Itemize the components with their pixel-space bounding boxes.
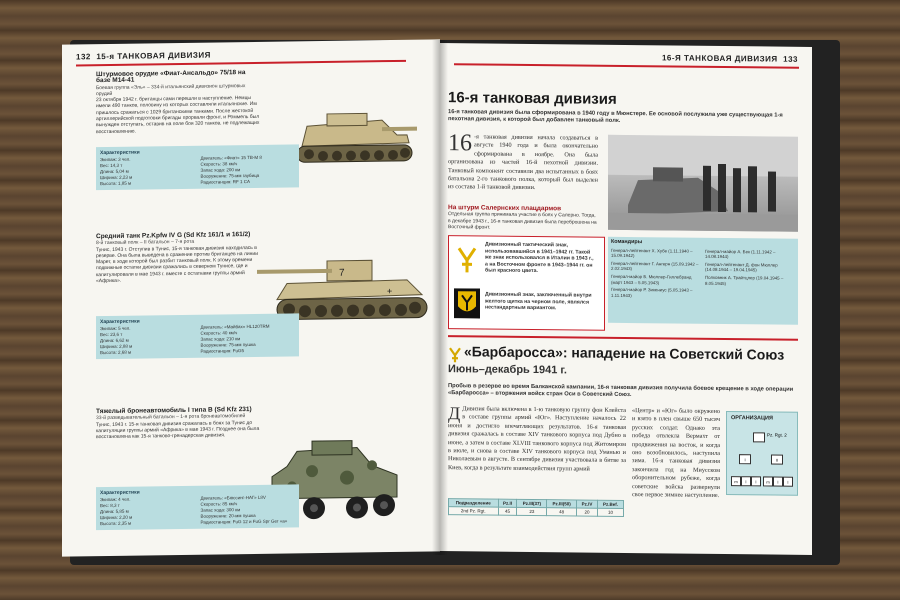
table-header: Pz.II — [498, 499, 517, 507]
section-column-1 — [448, 405, 626, 474]
svg-text:7: 7 — [339, 267, 345, 279]
spec-item: Радиостанция: RF 1 CA — [200, 179, 251, 185]
section-column-2: «Центр» и «Юг» было окружено и взято в плен свыше 650 тысяч русских солдат. Однако эта победа отвлекла Вермахт от продвижения на восток, и когда оно возобновилось, наступила зима. 16-я танковая дивизия закончила год на Миусском оборонительном рубеже, когда советские войска развернули свое первое зимнее наступление. — [632, 407, 720, 500]
org-battalion-2 — [771, 455, 783, 465]
vehicle-2-title: Средний танк Pz.Kpfw IV G (Sd Kfz 161/1 и 161/2) — [96, 231, 251, 241]
vehicle-3-text: Тунис, 1943 г. 15-я танковая дивизия сражалась в боях за Тунис до капитуляции группы армий «Африка» в мае 1943 г. Позднее она была восстановлена как 15-я танково-гренадерская дивизия. — [96, 419, 260, 441]
commander-entry: Генерал-лейтенант Х. Хубе (1.11.1940 – 15.09.1942) — [611, 247, 693, 259]
org-company-letter: l — [777, 479, 779, 485]
right-page — [440, 43, 812, 555]
subsection-heading: На штурм Салернских плацдармов — [448, 204, 562, 213]
spec-item: Длина: 6,62 м — [100, 337, 129, 344]
section-rule — [448, 335, 798, 341]
table-cell: 45 — [498, 507, 517, 515]
spec-item: Скорость: 85 км/ч — [200, 501, 238, 507]
table-cell: 20 — [577, 508, 598, 516]
left-page — [62, 39, 440, 556]
spec-item: Ширина: 2,88 м — [100, 343, 133, 350]
vehicle-3-specs — [96, 484, 299, 530]
spec-item: Ширина: 2,20 м — [100, 514, 133, 521]
tactical-sign-y-icon — [455, 244, 479, 274]
commander-entry: Генерал-лейтенант Г. Ангерн (15.09.1942 – 2.02.1943) — [611, 260, 699, 272]
book-spine-shadow — [432, 40, 448, 555]
org-company — [731, 476, 741, 486]
shield-emblem-icon — [454, 288, 480, 318]
spec-item: Экипаж: 3 чел. — [100, 156, 131, 163]
spec-item: Ширина: 2,23 м — [100, 174, 133, 181]
section-drop-cap: Д — [448, 403, 461, 424]
body-column-left — [448, 130, 598, 193]
spec-item: Экипаж: 5 чел. — [100, 325, 131, 332]
org-company — [773, 477, 783, 487]
table-header: Pz.III(37) — [517, 499, 547, 507]
vehicle-3-subtitle: 33-й разведывательный батальон – 1-я рота бронеавтомобилей — [96, 413, 246, 422]
drop-cap: 16 — [448, 130, 472, 157]
org-company-letter: m — [766, 479, 770, 485]
org-company — [741, 476, 751, 486]
table-header: Pz.Bef. — [597, 500, 623, 508]
right-running-head — [662, 53, 798, 63]
table-header: Pz.IV — [577, 500, 598, 508]
spec-item: Вооружение: 75-мм гаубица — [200, 172, 260, 179]
tank-strength-table — [448, 498, 624, 517]
spec-item: Радиостанция: FuG 12 и FuG Spr Ger «a» — [200, 518, 288, 525]
org-company-letter: m — [734, 479, 738, 485]
commander-entry: Генерал-лейтенант Д. фон Мюллер (14.08.1944 – 19.04.1945) — [705, 261, 778, 273]
spec-item: Двигатель: «Бюссинг-НАГ» L8V — [200, 494, 266, 501]
right-page-number: 133 — [783, 54, 798, 64]
vehicle-2-subtitle: 8-й танковый полк – II батальон – 7-я рота — [96, 239, 195, 247]
spec-item: Вес: 23,6 т — [100, 331, 123, 338]
spec-item: Скорость: 40 км/ч — [200, 330, 238, 336]
table-cell: 10 — [597, 508, 623, 516]
vehicle-2-specs — [96, 313, 299, 359]
vehicle-3-title: Тяжелый бронеавтомобиль I типа B (Sd Kfz 231) — [96, 405, 252, 416]
emblem-box — [448, 235, 605, 331]
spec-item: Высота: 1,85 м — [100, 180, 132, 187]
section-column-1-text: Дивизия была включена в 1-ю танковую группу фон Клейста в составе группы армий «Юг». Наступление началось 22 июня и достигло впечатляющих результатов. 16-я танковая дивизия сражалась в составе XIV танкового корпуса под Дубно в июне, а затем в составе XLVIII танкового корпуса под Житомиром в июле, и снова в составе XIV танкового корпуса под Уманью и Николаевым в августе. В сентябре дивизия участвовала в битве за Киев, когда в результате взаимодействия групп армий — [448, 405, 626, 473]
vehicle-1-specs-title: Характеристики — [100, 149, 140, 157]
org-company — [751, 476, 761, 486]
organization-diagram — [726, 411, 798, 496]
spec-item: Двигатель: «Майбах» HL120TRM — [200, 323, 270, 330]
vehicle-3-specs-title: Характеристики — [100, 489, 140, 497]
spec-item: Радиостанция: FuG5 — [200, 348, 245, 354]
left-page-number: 132 — [76, 52, 91, 62]
spec-item: Вес: 14,3 т — [100, 162, 123, 169]
tank-crew-photo — [608, 135, 798, 232]
table-cell: 48 — [547, 508, 577, 516]
vehicle-1-title: Штурмовое орудие «Фиат-Ансальдо» 75/18 на базе М14-41 — [96, 69, 246, 85]
table-row — [449, 507, 624, 517]
vehicle-1-subtitle: Боевая группа «Эль» – 334-й итальянский дивизион штурмовых орудий — [96, 82, 246, 98]
org-company-letter: l — [745, 479, 747, 485]
intro-paragraph: 16-я танковая дивизия была сформирована в 1940 году в Мюнстере. Ее основой послужила уже существующая 1-я пехотная дивизия, к которой был добавлен танковый полк. — [448, 109, 783, 125]
spec-item: Запас хода: 200 км — [200, 167, 241, 173]
commander-entry: Полковник А. Трайтцлер (19.04.1945 – 8.05.1945) — [705, 274, 784, 286]
commanders-title: Командиры — [611, 238, 643, 246]
assault-gun-illustration — [287, 95, 427, 172]
spec-item: Длина: 5,85 м — [100, 508, 129, 515]
vehicle-3-caption — [96, 407, 266, 441]
table-header: Подразделение — [449, 499, 499, 508]
vehicle-2-text: Тунис, 1943 г. Отступив в Тунис, 15-я танковая дивизия находилась в резерве. Она была выведена в сражение против британцев на линии Марет, в ходе которой был разбит танковый полк. К этому времени подвижные остатки дивизии сражались в северном Тунисе, где и капитулировали в мае 1943 г. вместе с остатками группы армий «Африка». — [96, 244, 259, 285]
section-intro: Пробыв в резерве во время Балканской кампании, 16-я танковая дивизия получила боевое крещение в ходе операции «Барбаросса» – вторжения войск стран Оси в Советский Союз. — [448, 383, 794, 399]
spec-item: Двигатель: «Фиат» 15 TB-M 8 — [200, 154, 262, 161]
spec-item: Вооружение: 75-мм пушка — [200, 341, 256, 348]
spec-item: Высота: 2,35 м — [100, 520, 132, 527]
org-company-letter: l — [787, 479, 789, 485]
spec-item: Длина: 5,04 м — [100, 168, 129, 175]
org-regiment-symbol — [753, 432, 765, 442]
commanders-box — [608, 237, 798, 325]
spec-item: Запас хода: 300 км — [200, 507, 241, 513]
org-battalion-1-label: I — [744, 457, 746, 463]
org-company-letter: l — [755, 479, 757, 485]
photo-content — [608, 135, 798, 232]
page-heading: 16-я танковая дивизия — [448, 89, 617, 108]
right-running-head-title: 16-Я ТАНКОВАЯ ДИВИЗИЯ — [661, 53, 778, 64]
left-running-head-title: 15-я ТАНКОВАЯ ДИВИЗИЯ — [96, 50, 211, 62]
org-company — [783, 477, 793, 487]
svg-text:+: + — [387, 286, 393, 297]
table-header: Pz.III(50) — [547, 500, 577, 508]
vehicle-2-specs-title: Характеристики — [100, 318, 140, 326]
left-running-head — [76, 51, 211, 62]
commander-entry: Генерал-майор Б. Мюллер-Гиллебранд (март 1943 – 5.05.1943) — [611, 273, 692, 285]
subsection-text: Отдельная группа принимала участие в боях у Салерно. Тогда, в декабре 1943 г., 16-я танковая дивизия была переброшена на Восточный фронт. — [448, 211, 597, 231]
org-company — [763, 476, 773, 486]
subsection — [448, 205, 598, 232]
spec-item: Экипаж: 4 чел. — [100, 496, 131, 503]
left-header-rule — [76, 60, 406, 67]
vehicle-2-caption — [96, 232, 261, 285]
vehicle-1-text: 23 октября 1942 г. британцы сами перешли в наступление. Немцы имели 490 танков, половину из которых составляли итальянские. Им пришлось сражаться с 1029 британскими танками. После жестокой артиллерийской подготовки бригады прорвали фронт, и Роммель был вынужден отступать, оставив на поле боя 320 танков, не подлежащих восстановлению. — [96, 95, 260, 135]
spec-item: Скорость: 38 км/ч — [200, 161, 238, 167]
spec-item: Высота: 2,68 м — [100, 349, 132, 356]
section-date: Июнь–декабрь 1941 г. — [448, 363, 567, 377]
emblem-1-text: Дивизионный тактический знак, использовавшийся в 1941–1942 гг. Такой же знак использовался в Италии в 1943 г., а на Восточном фронте в 1943–1944 гг. он был красного цвета. — [485, 241, 594, 275]
org-battalion-1 — [739, 454, 751, 464]
emblem-2-text: Дивизионный знак, заключенный внутри желтого щитка на черном поле, являлся нестандартным вариантом. — [485, 291, 592, 312]
vehicle-1-specs — [96, 144, 299, 190]
spec-item: Вес: 8,3 т — [100, 502, 120, 509]
section-title: «Барбаросса»: нападение на Советский Союз — [464, 343, 785, 363]
spec-item: Вооружение: 20-мм пушка — [200, 512, 256, 519]
section-y-sign-icon — [448, 346, 462, 364]
spec-item: Запас хода: 210 км — [200, 336, 241, 342]
commander-entry: Генерал-майор А. Бек (1.11.1942 – 14.08.1944) — [705, 248, 776, 260]
body-text-1: -я танковая дивизия начала создаваться в августе 1940 года и была окончательно сформирована в ноябре. Она была организована из частей 16-й пехотной дивизии. Танковый компонент составили два испытанных в боях батальона 2-го танкового полка, который был выделен из состава 1-й танковой дивизии. — [448, 133, 598, 192]
org-regiment-label: Pz. Rgt. 2 — [767, 432, 787, 438]
table-cell: 2nd Pz. Rgt. — [449, 507, 499, 516]
right-header-rule — [454, 63, 799, 69]
org-title: ОРГАНИЗАЦИЯ — [731, 415, 773, 422]
vehicle-1-caption — [96, 70, 261, 135]
org-battalion-2-label: II — [775, 457, 779, 463]
commander-entry: Генерал-майор Р. Зикениус (5.05.1943 – 1.11.1943) — [611, 286, 693, 298]
table-cell: 23 — [517, 507, 547, 515]
